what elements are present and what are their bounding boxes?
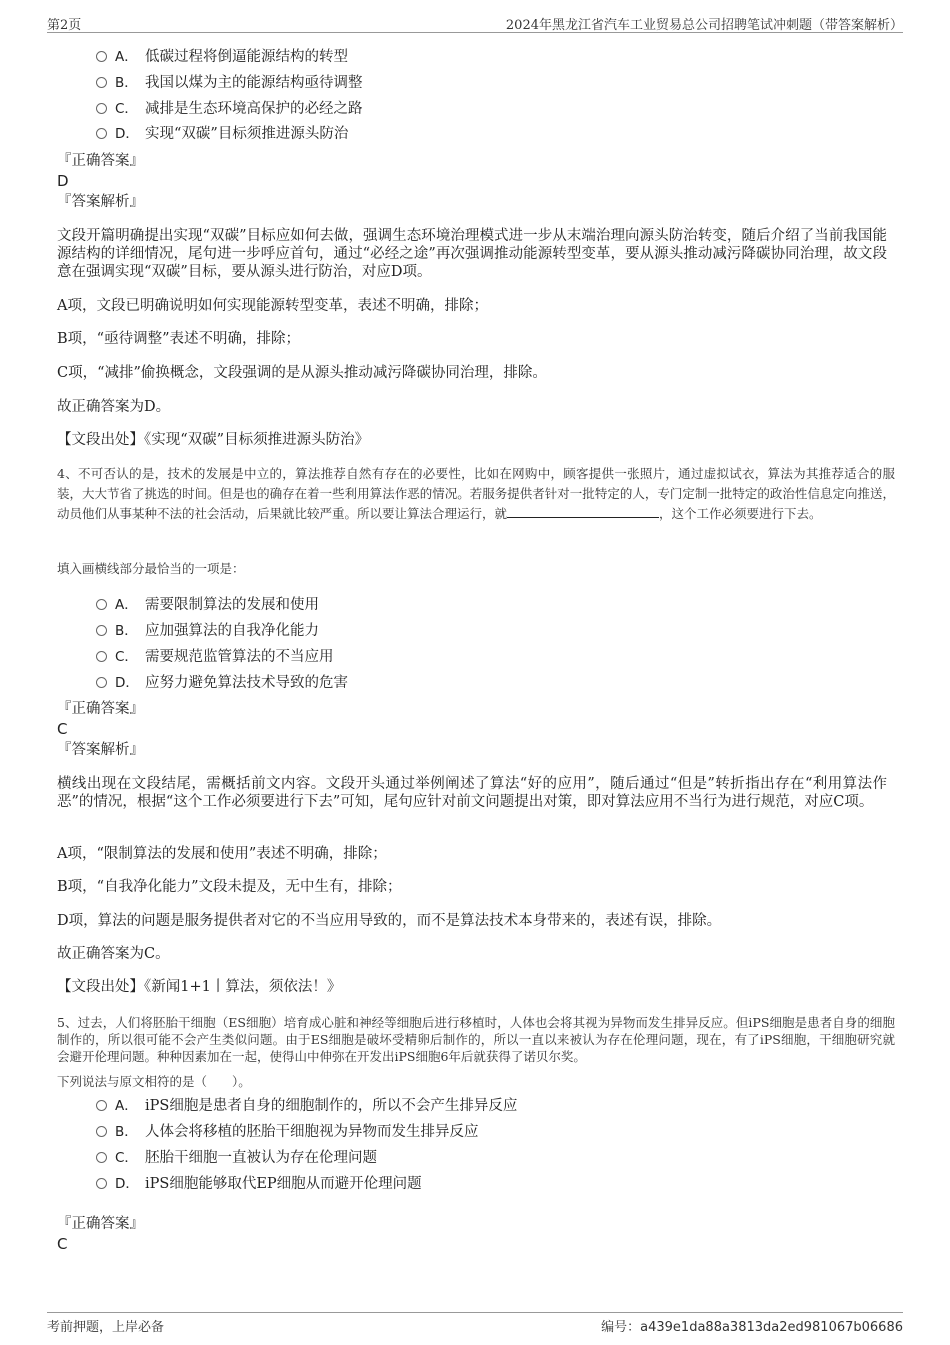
q3-option-d[interactable]: D． 实现“双碳”目标须推进源头防治 — [96, 123, 348, 145]
radio-icon[interactable] — [96, 599, 107, 610]
q4-conclusion: 故正确答案为C。 — [57, 946, 170, 962]
radio-icon[interactable] — [96, 677, 107, 688]
radio-icon[interactable] — [96, 77, 107, 88]
q5-stem: 5、过去，人们将胚胎干细胞（ES细胞）培育成心脏和神经等细胞后进行移植时，人体也会将其视为异物而发生排异反应。但iPS细胞是患者自身的细胞制作的，所以很可能不会产生类似问题。由于ES细胞是破坏受精卵后制作的，所以一直以来被认为存在伦理问题，现在，有了iPS细胞，干细胞研究就会避开伦理问题。种种因素加在一起，使得山中伸弥在开发出iPS细胞6年后就获得了诺贝尔奖。 — [57, 1015, 895, 1064]
radio-icon[interactable] — [96, 1178, 107, 1189]
q4-option-c[interactable]: C． 需要规范监管算法的不当应用 — [96, 646, 334, 668]
q3-answer: D — [57, 172, 69, 190]
q4-prompt: 填入画横线部分最恰当的一项是： — [57, 561, 245, 576]
q3-option-b-analysis: B项，“亟待调整”表述不明确，排除； — [57, 331, 300, 347]
q4-source: 【文段出处】《新闻1+1丨算法，须依法！》 — [57, 979, 342, 995]
radio-icon[interactable] — [96, 1126, 107, 1137]
q5-option-b[interactable]: B． 人体会将移植的胚胎干细胞视为异物而发生排异反应 — [96, 1121, 479, 1143]
q3-source: 【文段出处】《实现“双碳”目标须推进源头防治》 — [57, 432, 370, 448]
q4-option-a[interactable]: A． 需要限制算法的发展和使用 — [96, 594, 319, 616]
document-code: 编号：a439e1da88a3813da2ed981067b06686 — [601, 1320, 903, 1335]
q5-prompt: 下列说法与原文相符的是（ ）。 — [57, 1074, 251, 1089]
q5-answer-label: 『正确答案』 — [57, 1216, 144, 1232]
q3-analysis-label: 『答案解析』 — [57, 194, 144, 210]
q3-option-c-analysis: C项，“减排”偷换概念，文段强调的是从源头推动减污降碳协同治理，排除。 — [57, 365, 547, 381]
q4-option-b-analysis: B项，“自我净化能力”文段未提及，无中生有，排除； — [57, 879, 402, 895]
q4-option-b[interactable]: B． 应加强算法的自我净化能力 — [96, 620, 319, 642]
footer-slogan: 考前押题，上岸必备 — [47, 1320, 165, 1335]
q5-option-a[interactable]: A． iPS细胞是患者自身的细胞制作的，所以不会产生排异反应 — [96, 1095, 517, 1117]
q4-analysis-label: 『答案解析』 — [57, 742, 144, 758]
document-title: 2024年黑龙江省汽车工业贸易总公司招聘笔试冲刺题（带答案解析） — [505, 18, 903, 33]
q4-option-d-analysis: D项，算法的问题是服务提供者对它的不当应用导致的，而不是算法技术本身带来的，表述有误，排除。 — [57, 913, 722, 929]
q5-option-d[interactable]: D． iPS细胞能够取代EP细胞从而避开伦理问题 — [96, 1173, 422, 1195]
radio-icon[interactable] — [96, 51, 107, 62]
q4-option-d[interactable]: D． 应努力避免算法技术导致的危害 — [96, 672, 348, 694]
radio-icon[interactable] — [96, 651, 107, 662]
q4-analysis: 横线出现在文段结尾，需概括前文内容。文段开头通过举例阐述了算法“好的应用”，随后通过“但是”转折指出存在“利用算法作恶”的情况，根据“这个工作必须要进行下去”可知，尾句应针对前文问题提出对策，即对算法应用不当行为进行规范，对应C项。 — [57, 776, 887, 810]
page-footer — [47, 1312, 903, 1333]
q4-answer: C — [57, 720, 68, 738]
q3-option-a-analysis: A项，文段已明确说明如何实现能源转型变革，表述不明确，排除； — [57, 298, 488, 314]
q4-answer-label: 『正确答案』 — [57, 701, 144, 717]
radio-icon[interactable] — [96, 1100, 107, 1111]
q4-option-a-analysis: A项，“限制算法的发展和使用”表述不明确，排除； — [57, 846, 387, 862]
q5-option-c[interactable]: C． 胚胎干细胞一直被认为存在伦理问题 — [96, 1147, 377, 1169]
page-number: 第2页 — [47, 18, 82, 33]
q4-stem: 4、不可否认的是，技术的发展是中立的，算法推荐自然有存在的必要性，比如在网购中，顾客提供一张照片，通过虚拟试衣，算法为其推荐适合的服装，大大节省了挑选的时间。但是也的确存在着一些利用算法作恶的情况。若服务提供者针对一批特定的人，专门定制一批特定的政治性信息定向推送，动员他们从事某种不法的社会活动，后果就比较严重。所以要让算法合理运行，就 ，这个工作必须要进行下去。 — [57, 466, 895, 521]
page-header — [47, 12, 903, 33]
q3-answer-label: 『正确答案』 — [57, 153, 144, 169]
q3-option-b[interactable]: B． 我国以煤为主的能源结构亟待调整 — [96, 72, 363, 94]
q5-answer: C — [57, 1235, 68, 1253]
radio-icon[interactable] — [96, 103, 107, 114]
fill-in-blank[interactable] — [507, 505, 659, 518]
radio-icon[interactable] — [96, 1152, 107, 1163]
q3-analysis: 文段开篇明确提出实现“双碳”目标应如何去做，强调生态环境治理模式进一步从末端治理向源头防治转变，随后介绍了当前我国能源结构的详细情况，尾句进一步呼应首句，通过“必经之途”再次强调推动能源转型变革，要从源头推动减污降碳协同治理，故文段意在强调实现“双碳”目标，要从源头进行防治，对应D项。 — [57, 228, 887, 280]
radio-icon[interactable] — [96, 128, 107, 139]
q3-conclusion: 故正确答案为D。 — [57, 399, 171, 415]
q3-option-c[interactable]: C． 减排是生态环境高保护的必经之路 — [96, 98, 363, 120]
radio-icon[interactable] — [96, 625, 107, 636]
q3-option-a[interactable]: A． 低碳过程将倒逼能源结构的转型 — [96, 46, 348, 68]
